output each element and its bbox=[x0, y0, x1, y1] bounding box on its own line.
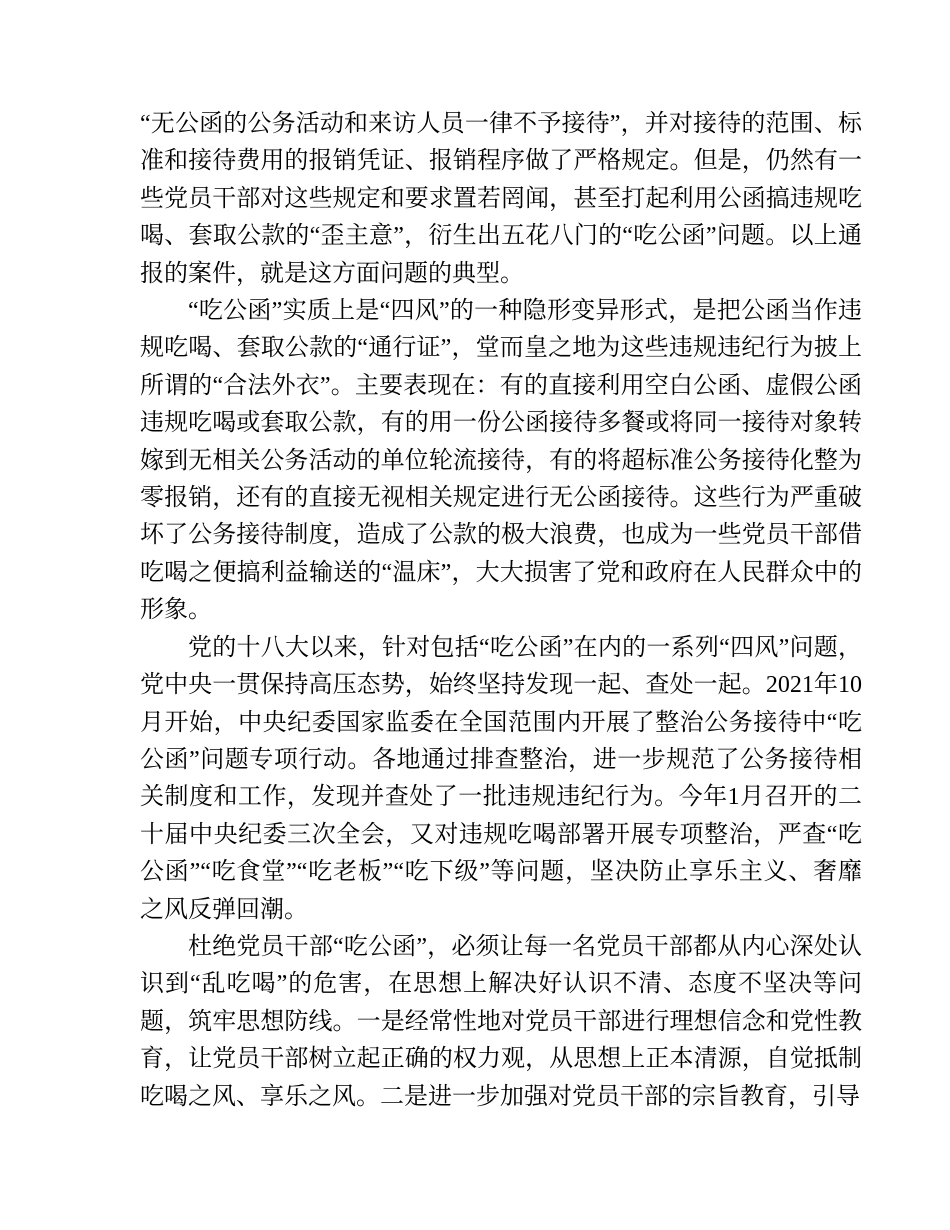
body-paragraph: 杜绝党员干部“吃公函”，必须让每一名党员干部都从内心深处认识到“乱吃喝”的危害，在思想上解决好认识不清、态度不坚决等问题，筑牢思想防线。一是经常性地对党员干部进行理想信念和党性教育，让党员干部树立起正确的权力观，从思想上正本清源，自觉抵制吃喝之风、享乐之风。二是进一步加强对党员干部的宗旨教育，引导 bbox=[140, 933, 862, 1110]
body-paragraph: “无公函的公务活动和来访人员一律不予接待”，并对接待的范围、标准和接待费用的报销凭证、报销程序做了严格规定。但是，仍然有一些党员干部对这些规定和要求置若罔闻，甚至打起利用公函搞违规吃喝、套取公款的“歪主意”，衍生出五花八门的“吃公函”问题。以上通报的案件，就是这方面问题的典型。 bbox=[140, 111, 862, 287]
body-paragraph: 党的十八大以来，针对包括“吃公函”在内的一系列“四风”问题，党中央一贯保持高压态势，始终坚持发现一起、查处一起。2021年10月开始，中央纪委国家监委在全国范围内开展了整治公务接待中“吃公函”问题专项行动。各地通过排查整治，进一步规范了公务接待相关制度和工作，发现并查处了一批违规违纪行为。今年1月召开的二十届中央纪委三次全会，又对违规吃喝部署开展专项整治，严查“吃公函”“吃食堂”“吃老板”“吃下级”等问题，坚决防止享乐主义、奢靡之风反弹回潮。 bbox=[140, 634, 862, 923]
document-text-block bbox=[140, 106, 862, 1116]
body-paragraph: “吃公函”实质上是“四风”的一种隐形变异形式，是把公函当作违规吃喝、套取公款的“通行证”，堂而皇之地为这些违规违纪行为披上所谓的“合法外衣”。主要表现在：有的直接利用空白公函、虚假公函违规吃喝或套取公款，有的用一份公函接待多餐或将同一接待对象转嫁到无相关公务活动的单位轮流接待，有的将超标准公务接待化整为零报销，还有的直接无视相关规定进行无公函接待。这些行为严重破坏了公务接待制度，造成了公款的极大浪费，也成为一些党员干部借吃喝之便搞利益输送的“温床”，大大损害了党和政府在人民群众中的形象。 bbox=[140, 298, 862, 624]
